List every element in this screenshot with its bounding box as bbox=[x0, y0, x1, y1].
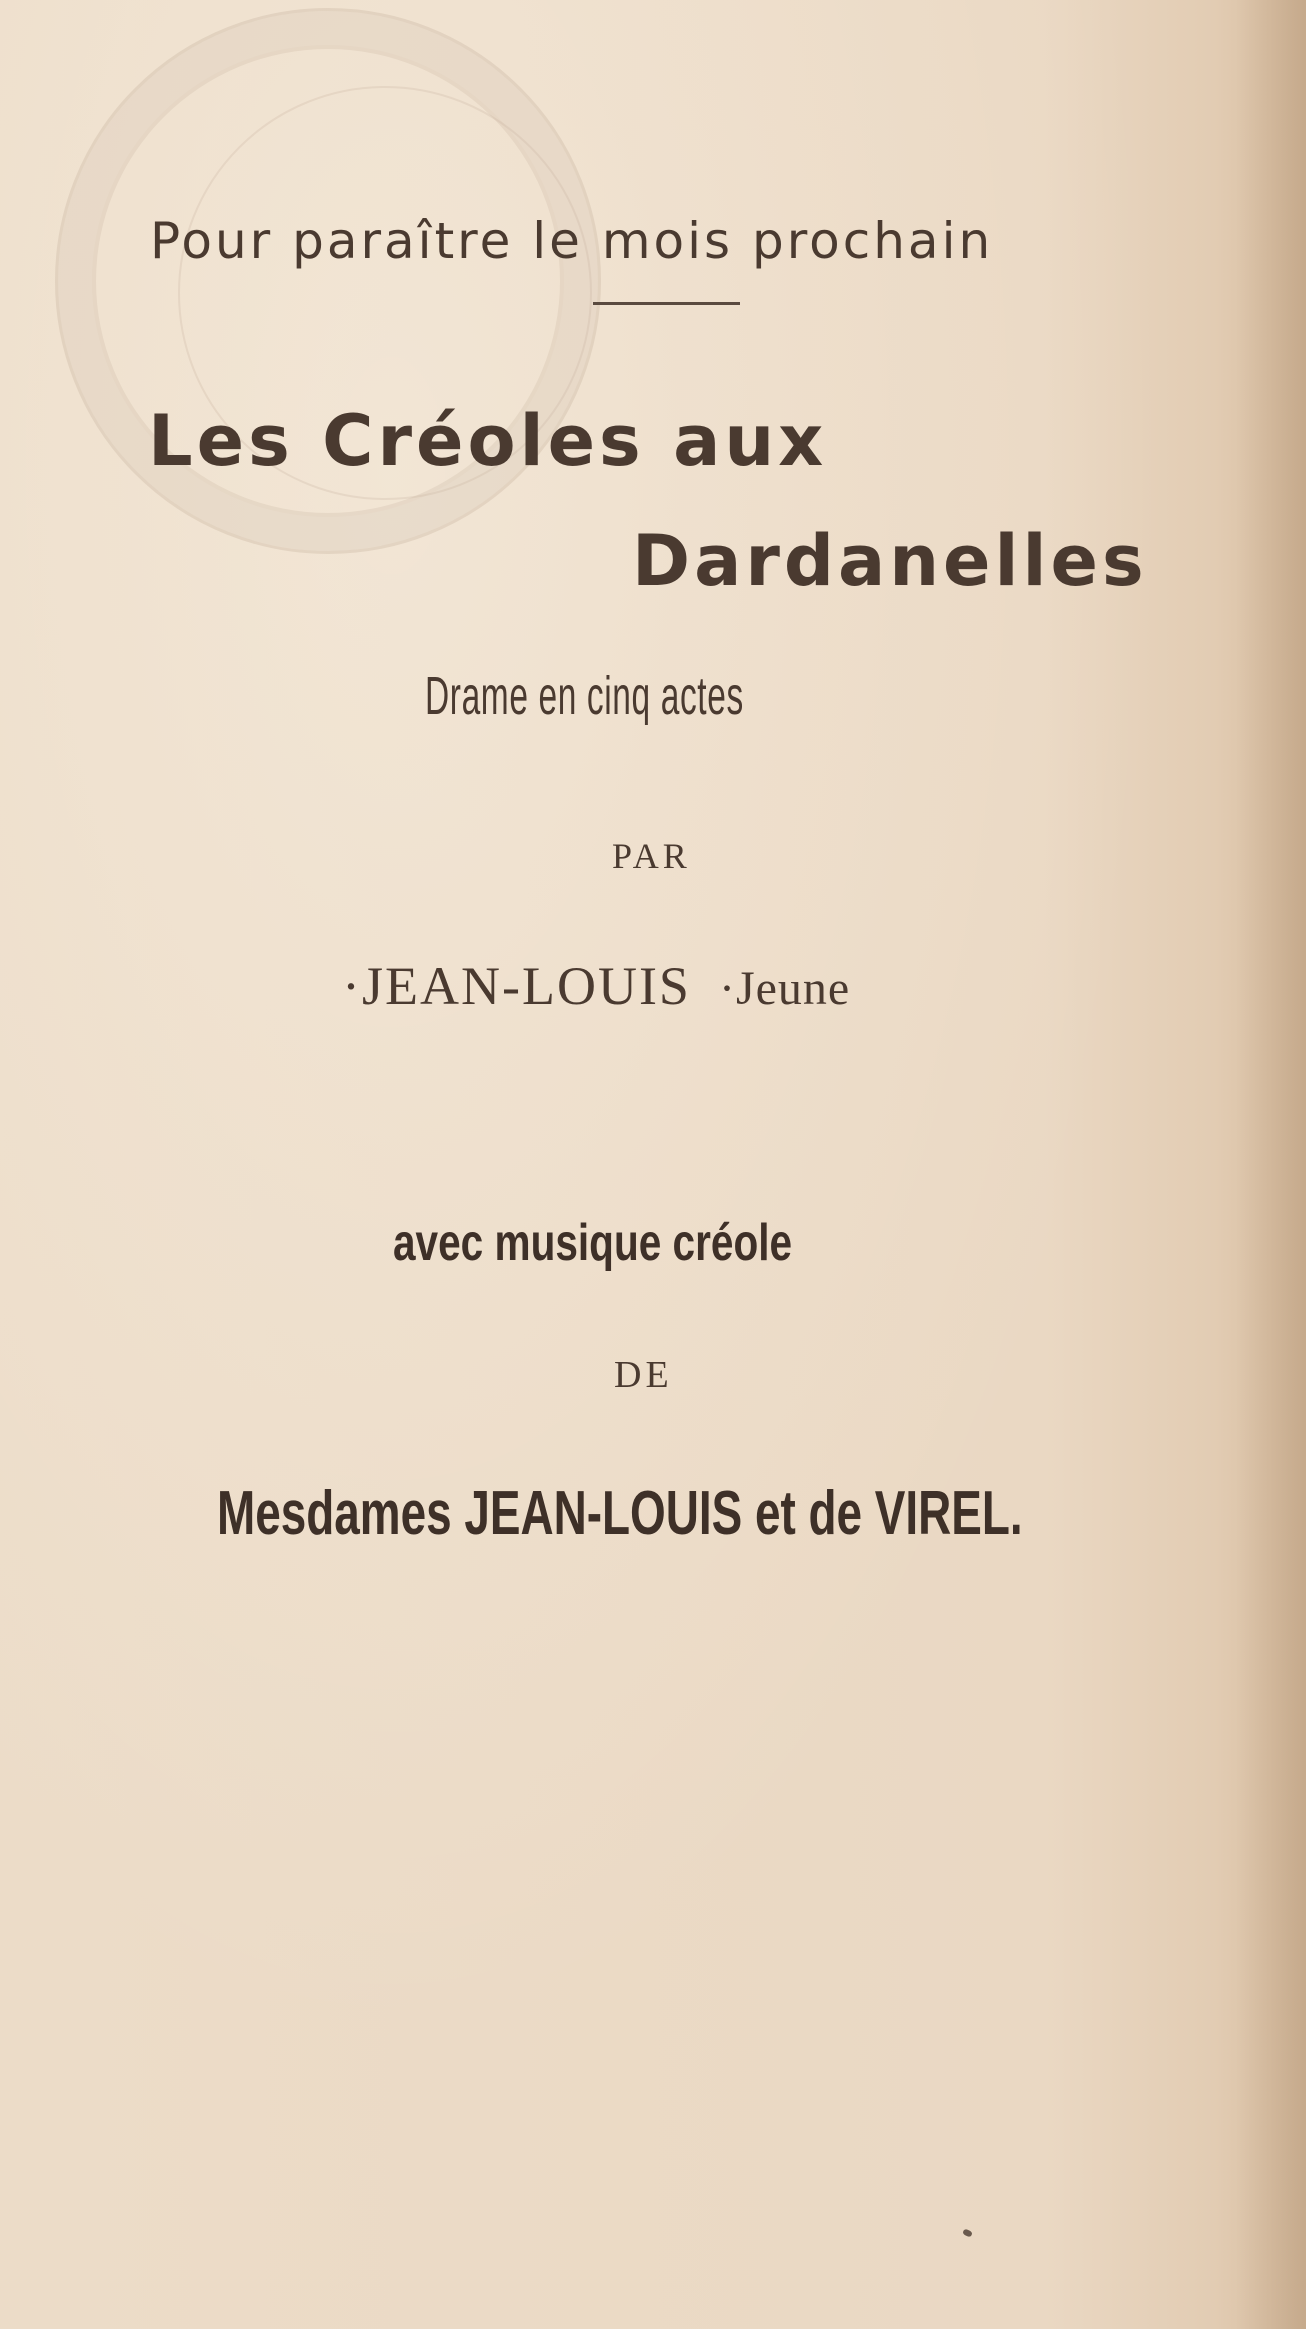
author-line bbox=[342, 955, 850, 1017]
by-label: PAR bbox=[612, 836, 691, 876]
composers-line: Mesdames JEAN-LOUIS et de VIREL. bbox=[217, 1479, 1023, 1548]
announcement-heading: Pour paraître le mois prochain bbox=[150, 212, 994, 270]
play-title-line-1: Les Créoles aux bbox=[148, 400, 828, 482]
page-edge-shadow bbox=[1236, 0, 1306, 2329]
author-name: ·JEAN-LOUIS bbox=[342, 956, 691, 1016]
music-line: avec musique créole bbox=[393, 1214, 793, 1272]
de-label: DE bbox=[614, 1354, 673, 1396]
play-title-line-2: Dardanelles bbox=[632, 520, 1148, 602]
ink-speck bbox=[962, 2228, 973, 2237]
divider-rule bbox=[593, 302, 740, 305]
author-suffix: ·Jeune bbox=[718, 962, 851, 1015]
play-subtitle: Drame en cinq actes bbox=[425, 666, 744, 726]
